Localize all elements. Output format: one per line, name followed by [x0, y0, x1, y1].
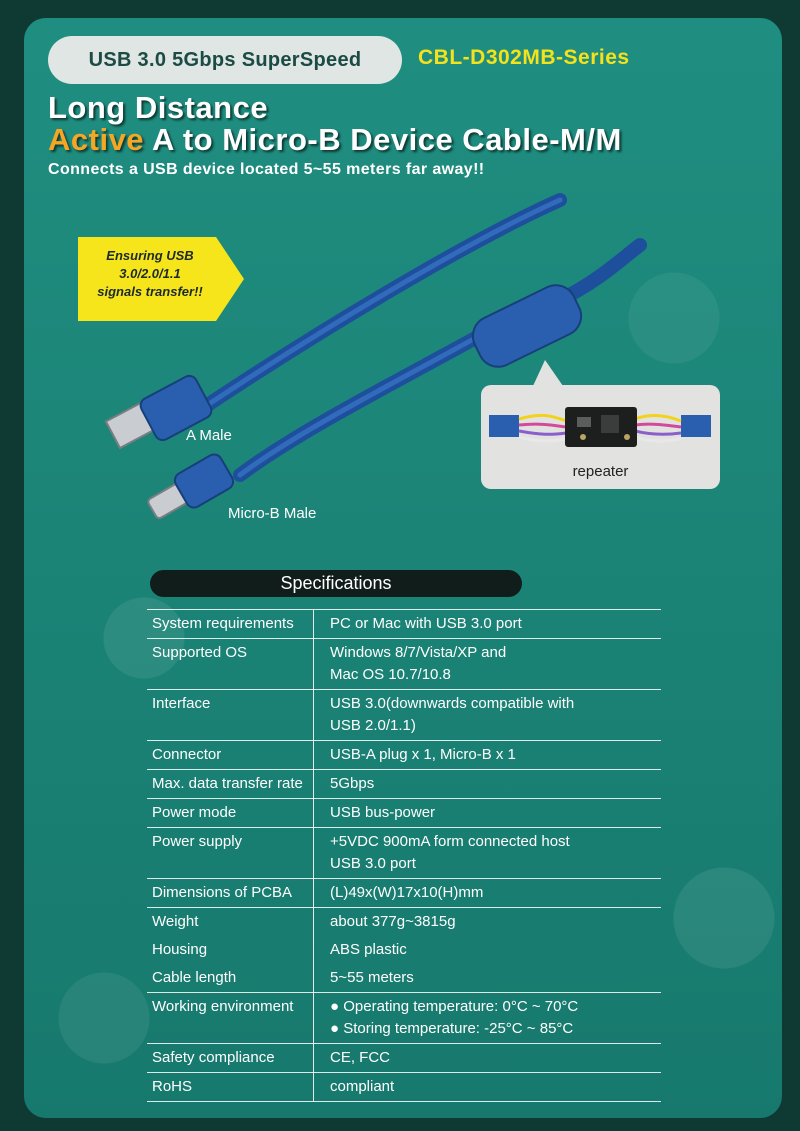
spec-row — [147, 770, 661, 799]
spec-key: RoHS — [147, 1073, 314, 1102]
spec-row — [147, 741, 661, 770]
signal-callout — [78, 237, 244, 321]
repeater-pcb-image — [481, 385, 720, 455]
spec-value-line: Mac OS 10.7/10.8 — [330, 666, 451, 683]
specifications-heading: Specifications — [150, 570, 522, 597]
spec-key: Dimensions of PCBA — [147, 879, 314, 908]
speed-tag: USB 3.0 5Gbps SuperSpeed — [48, 36, 402, 84]
spec-row — [147, 1073, 661, 1102]
spec-value — [314, 690, 662, 741]
spec-key: Working environment — [147, 993, 314, 1044]
callout-line2: 3.0/2.0/1.1 — [119, 266, 181, 281]
spec-value-line: USB 3.0 port — [330, 855, 416, 872]
spec-value — [314, 639, 662, 690]
spec-key: Max. data transfer rate — [147, 770, 314, 799]
spec-key: System requirements — [147, 610, 314, 639]
spec-key: Cable length — [147, 964, 314, 993]
spec-value-line: USB 2.0/1.1) — [330, 717, 416, 734]
spec-key: Interface — [147, 690, 314, 741]
spec-row — [147, 610, 661, 639]
spec-value-line: Windows 8/7/Vista/XP and — [330, 644, 507, 661]
spec-row — [147, 936, 661, 964]
callout-line1: Ensuring USB — [106, 248, 194, 263]
spec-value-line: ABS plastic — [330, 941, 407, 958]
spec-value — [314, 993, 662, 1044]
spec-value-line: about 377g~3815g — [330, 913, 456, 930]
spec-value — [314, 879, 662, 908]
spec-row — [147, 799, 661, 828]
micro-b-connector — [147, 452, 236, 520]
repeater-label: repeater — [572, 463, 629, 480]
spec-row — [147, 993, 661, 1044]
spec-value-line: +5VDC 900mA form connected host — [330, 833, 570, 850]
spec-key: Weight — [147, 908, 314, 937]
spec-value — [314, 964, 662, 993]
callout-line3: signals transfer!! — [97, 284, 203, 299]
spec-value-line: USB-A plug x 1, Micro-B x 1 — [330, 746, 516, 763]
spec-value — [314, 610, 662, 639]
repeater-pointer — [533, 360, 573, 388]
spec-value — [314, 741, 662, 770]
spec-key: Housing — [147, 936, 314, 964]
spec-row — [147, 1044, 661, 1073]
spec-value-line: (L)49x(W)17x10(H)mm — [330, 884, 484, 901]
specifications-table — [147, 609, 661, 1102]
spec-value — [314, 828, 662, 879]
spec-key: Power supply — [147, 828, 314, 879]
spec-value-line: compliant — [330, 1078, 395, 1095]
series-name: CBL-D302MB-Series — [418, 46, 630, 69]
spec-row — [147, 828, 661, 879]
title-line1: Long Distance — [48, 90, 269, 125]
spec-row — [147, 908, 661, 937]
title-accent: Active — [48, 122, 145, 157]
a-male-label: A Male — [186, 427, 232, 444]
spec-row — [147, 639, 661, 690]
spec-value — [314, 1073, 662, 1102]
spec-row — [147, 964, 661, 993]
spec-key: Safety compliance — [147, 1044, 314, 1073]
spec-value-line: 5Gbps — [330, 775, 375, 792]
spec-value-line: ● Storing temperature: -25°C ~ 85°C — [330, 1020, 574, 1037]
spec-row — [147, 690, 661, 741]
spec-value — [314, 799, 662, 828]
spec-value-line: 5~55 meters — [330, 969, 414, 986]
title-line2-rest: A to Micro-B Device Cable-M/M — [144, 122, 622, 157]
spec-row — [147, 879, 661, 908]
subtitle: Connects a USB device located 5~55 meters far away!! — [48, 161, 485, 178]
spec-value-line: ● Operating temperature: 0°C ~ 70°C — [330, 998, 579, 1015]
spec-value-line: USB 3.0(downwards compatible with — [330, 695, 575, 712]
spec-value — [314, 908, 662, 937]
spec-value — [314, 1044, 662, 1073]
spec-value-line: CE, FCC — [330, 1049, 390, 1066]
spec-key: Power mode — [147, 799, 314, 828]
spec-key: Supported OS — [147, 639, 314, 690]
micro-b-male-label: Micro-B Male — [228, 505, 317, 522]
spec-value-line: USB bus-power — [330, 804, 436, 821]
spec-key: Connector — [147, 741, 314, 770]
spec-value-line: PC or Mac with USB 3.0 port — [330, 615, 522, 632]
spec-value — [314, 770, 662, 799]
spec-value — [314, 936, 662, 964]
